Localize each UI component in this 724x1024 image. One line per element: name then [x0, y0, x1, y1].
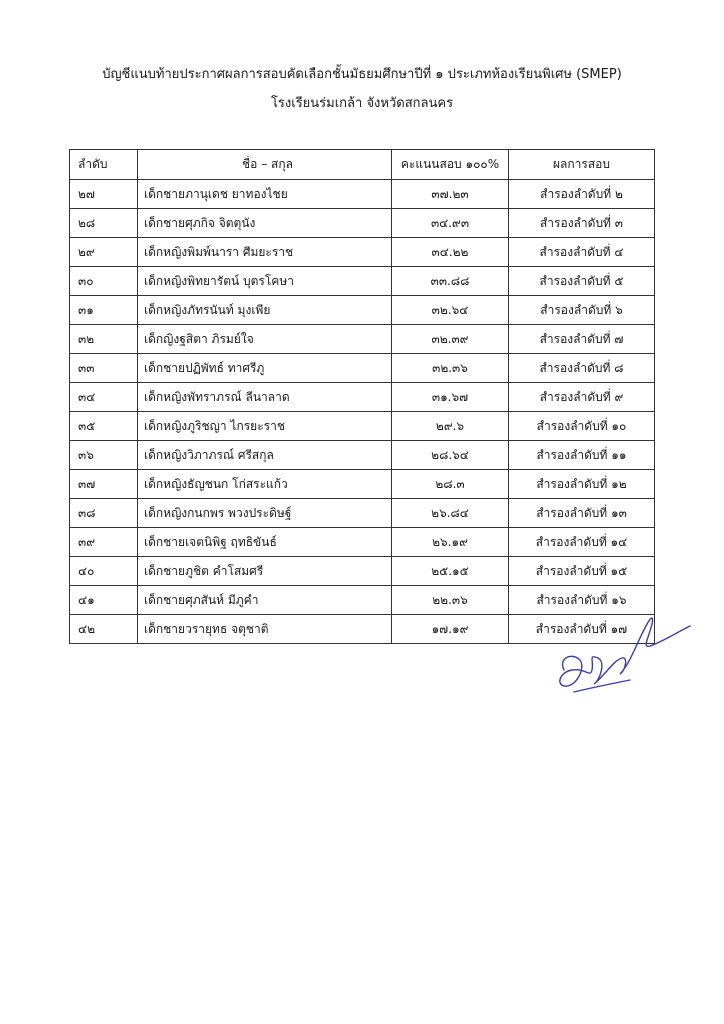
document-title: บัญชีแนบท้ายประกาศผลการสอบคัดเลือกชั้นมัธยมศึกษาปีที่ ๑ ประเภทห้องเรียนพิเศษ (SMEP)	[102, 67, 622, 82]
name-cell: เด็กชายภานุเดช ยาทองไชย	[138, 180, 392, 209]
table-row	[70, 470, 655, 499]
result-cell: สำรองลำดับที่ ๑๐	[509, 412, 655, 441]
table-row	[70, 325, 655, 354]
seq-cell: ๓๓	[70, 354, 138, 383]
name-cell: เด็กชายปฏิพัทธ์ ทาศรีภู	[138, 354, 392, 383]
score-cell: ๓๒.๖๔	[392, 296, 509, 325]
score-cell: ๓๑.๖๗	[392, 383, 509, 412]
header-score: คะแนนสอบ ๑๐๐%	[392, 150, 509, 180]
score-cell: ๒๕.๑๕	[392, 557, 509, 586]
table-row	[70, 557, 655, 586]
result-cell: สำรองลำดับที่ ๗	[509, 325, 655, 354]
signature-image	[550, 600, 700, 700]
header-seq: ลำดับ	[70, 150, 138, 180]
seq-cell: ๔๐	[70, 557, 138, 586]
name-cell: เด็กชายภูชิต คำโสมศรี	[138, 557, 392, 586]
seq-cell: ๓๕	[70, 412, 138, 441]
seq-cell: ๓๘	[70, 499, 138, 528]
table-row	[70, 412, 655, 441]
score-cell: ๓๓.๘๘	[392, 267, 509, 296]
table-row	[70, 528, 655, 557]
seq-cell: ๓๔	[70, 383, 138, 412]
table-row	[70, 296, 655, 325]
result-cell: สำรองลำดับที่ ๑๓	[509, 499, 655, 528]
seq-cell: ๓๙	[70, 528, 138, 557]
score-cell: ๒๖.๘๔	[392, 499, 509, 528]
score-cell: ๓๔.๙๓	[392, 209, 509, 238]
score-cell: ๓๗.๒๓	[392, 180, 509, 209]
name-cell: เด็กหญิงธัญชนก โก่สระแก้ว	[138, 470, 392, 499]
seq-cell: ๓๒	[70, 325, 138, 354]
name-cell: เด็กหญิงพัทราภรณ์ ลีนาลาด	[138, 383, 392, 412]
seq-cell: ๓๑	[70, 296, 138, 325]
name-cell: เด็กชายวรายุทธ จตุชาติ	[138, 615, 392, 644]
school-subtitle: โรงเรียนร่มเกล้า จังหวัดสกลนคร	[270, 96, 454, 111]
table-row	[70, 441, 655, 470]
table-row	[70, 209, 655, 238]
name-cell: เด็กหญิงกนกพร พวงประดิษฐ์	[138, 499, 392, 528]
score-cell: ๓๒.๓๙	[392, 325, 509, 354]
name-cell: เด็กหญิงพิมพ์นารา ศีมยะราช	[138, 238, 392, 267]
score-cell: ๓๔.๒๒	[392, 238, 509, 267]
table-row	[70, 383, 655, 412]
name-cell: เด็กหญิงภัทรนันท์ มุงเพีย	[138, 296, 392, 325]
seq-cell: ๒๘	[70, 209, 138, 238]
result-cell: สำรองลำดับที่ ๑๔	[509, 528, 655, 557]
score-cell: ๓๒.๓๖	[392, 354, 509, 383]
result-cell: สำรองลำดับที่ ๓	[509, 209, 655, 238]
result-cell: สำรองลำดับที่ ๑๒	[509, 470, 655, 499]
score-cell: ๒๘.๖๔	[392, 441, 509, 470]
seq-cell: ๔๒	[70, 615, 138, 644]
score-cell: ๑๗.๑๙	[392, 615, 509, 644]
seq-cell: ๓๗	[70, 470, 138, 499]
table-row	[70, 180, 655, 209]
result-cell: สำรองลำดับที่ ๙	[509, 383, 655, 412]
name-cell: เด็กชายเจตนิพิฐ ฤทธิขันธ์	[138, 528, 392, 557]
seq-cell: ๒๗	[70, 180, 138, 209]
header-result: ผลการสอบ	[509, 150, 655, 180]
result-cell: สำรองลำดับที่ ๖	[509, 296, 655, 325]
result-cell: สำรองลำดับที่ ๕	[509, 267, 655, 296]
result-cell: สำรองลำดับที่ ๘	[509, 354, 655, 383]
name-cell: เด็กชายศุภสันห์ มีภูคำ	[138, 586, 392, 615]
name-cell: เด็กญิงฐสิตา ภิรมย์ใจ	[138, 325, 392, 354]
result-cell: สำรองลำดับที่ ๑๕	[509, 557, 655, 586]
name-cell: เด็กชายศุภกิจ จิตตุนัง	[138, 209, 392, 238]
table-row	[70, 354, 655, 383]
score-cell: ๒๒.๓๖	[392, 586, 509, 615]
score-cell: ๒๖.๑๙	[392, 528, 509, 557]
table-row	[70, 267, 655, 296]
score-cell: ๒๙.๖	[392, 412, 509, 441]
result-cell: สำรองลำดับที่ ๑๖	[509, 586, 655, 615]
name-cell: เด็กหญิงวิภาภรณ์ ศรีสกุล	[138, 441, 392, 470]
header-name: ชื่อ – สกุล	[138, 150, 392, 180]
seq-cell: ๔๑	[70, 586, 138, 615]
result-cell: สำรองลำดับที่ ๑๑	[509, 441, 655, 470]
table-row	[70, 499, 655, 528]
result-cell: สำรองลำดับที่ ๔	[509, 238, 655, 267]
seq-cell: ๓๐	[70, 267, 138, 296]
seq-cell: ๒๙	[70, 238, 138, 267]
table-row	[70, 238, 655, 267]
name-cell: เด็กหญิงพิทยารัตน์ บุตรโคษา	[138, 267, 392, 296]
name-cell: เด็กหญิงภูริชญา ไกรยะราช	[138, 412, 392, 441]
seq-cell: ๓๖	[70, 441, 138, 470]
score-cell: ๒๘.๓	[392, 470, 509, 499]
results-table	[69, 149, 655, 644]
table-header-row	[70, 150, 655, 180]
result-cell: สำรองลำดับที่ ๒	[509, 180, 655, 209]
result-cell: สำรองลำดับที่ ๑๗	[509, 615, 655, 644]
